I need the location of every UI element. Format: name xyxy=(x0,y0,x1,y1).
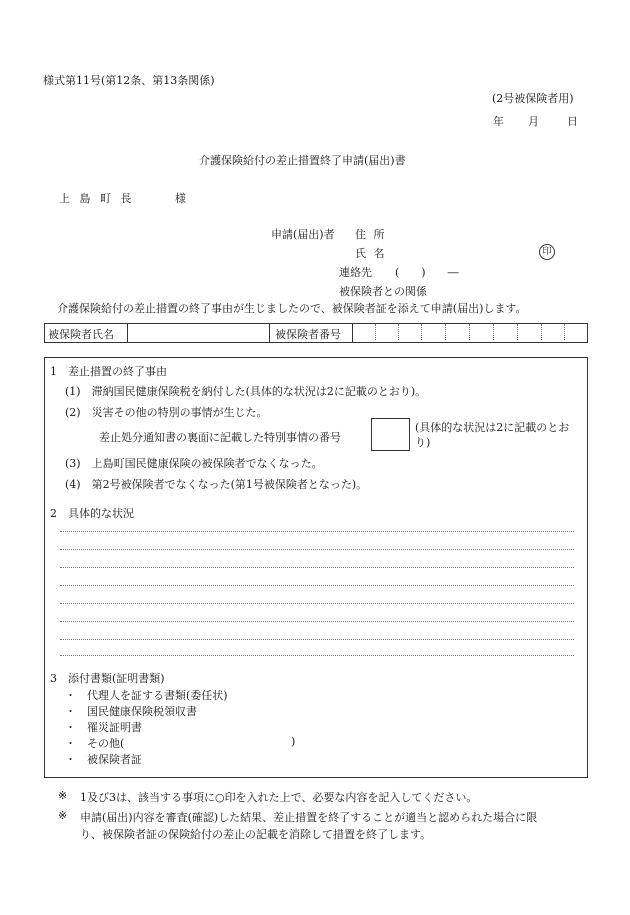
seal-mark: 印 xyxy=(539,244,555,260)
digit-separator xyxy=(445,324,446,340)
contact-label: 連絡先 xyxy=(339,266,372,279)
address-label: 住 所 xyxy=(355,228,387,241)
special-circumstance-label: 差止処分通知書の裏面に記載した特別事情の番号 xyxy=(99,431,341,444)
digit-separator xyxy=(421,324,422,340)
date-day-label: 日 xyxy=(567,115,578,128)
attachment-item-4[interactable]: その他( xyxy=(87,737,125,750)
addressee-name: 上 島 町 長 xyxy=(59,192,135,205)
special-circumstance-note-2: り) xyxy=(415,436,431,449)
attachment-item-1[interactable]: 代理人を証する書類(委任状) xyxy=(87,689,228,702)
special-circumstance-number-box[interactable] xyxy=(371,418,410,451)
attachment-item-3[interactable]: 罹災証明書 xyxy=(87,721,142,734)
note-mark: ※ xyxy=(58,789,68,802)
page-title: 介護保険給付の差止措置終了申請(届出)書 xyxy=(199,154,406,167)
bullet: ・ xyxy=(65,689,76,702)
relation-label: 被保険者との関係 xyxy=(339,285,427,298)
insured-number-label: 被保険者番号 xyxy=(275,328,341,341)
digit-separator xyxy=(398,324,399,340)
note-2-line-1: 申請(届出)内容を審査(確認)した結果、差止措置を終了することが適当と認められた場合に限 xyxy=(80,811,538,824)
writing-line[interactable] xyxy=(60,549,574,550)
date-year-label: 年 xyxy=(493,115,504,128)
insured-name-field[interactable] xyxy=(128,324,269,342)
note-mark: ※ xyxy=(58,809,68,822)
section3-heading: 3 添付書類(証明書類) xyxy=(50,672,165,685)
digit-separator xyxy=(493,324,494,340)
insured-number-field[interactable] xyxy=(353,324,587,342)
applicant-label: 申請(届出)者 xyxy=(271,228,335,241)
section1-heading: 1 差止措置の終了事由 xyxy=(50,365,167,378)
addressee-honorific: 様 xyxy=(175,192,186,205)
insured-name-label: 被保険者氏名 xyxy=(48,328,114,341)
special-circumstance-note-1: (具体的な状況は2に記載のとお xyxy=(415,421,570,434)
writing-line[interactable] xyxy=(60,531,574,532)
digit-separator xyxy=(375,324,376,340)
reason-item-2[interactable]: (2) 災害その他の特別の事情が生じた。 xyxy=(65,406,268,419)
writing-line[interactable] xyxy=(60,655,574,656)
section2-heading: 2 具体的な状況 xyxy=(50,507,134,520)
note-1: 1及び3は、該当する事項に○印を入れた上で、必要な内容を記入してください。 xyxy=(80,791,478,804)
writing-line[interactable] xyxy=(60,621,574,622)
writing-line[interactable] xyxy=(60,585,574,586)
attachment-item-5[interactable]: 被保険者証 xyxy=(87,753,142,766)
table-divider xyxy=(269,324,270,342)
statement-text: 介護保険給付の差止措置の終了事由が生じましたので、被保険者証を添えて申請(届出)します。 xyxy=(57,302,527,315)
digit-separator xyxy=(469,324,470,340)
attachment-item-2[interactable]: 国民健康保険税領収書 xyxy=(87,705,197,718)
date-month-label: 月 xyxy=(528,115,539,128)
reason-item-4[interactable]: (4) 第2号被保険者でなくなった(第1号被保険者となった)。 xyxy=(65,478,368,491)
writing-line[interactable] xyxy=(60,603,574,604)
writing-line[interactable] xyxy=(60,567,574,568)
reason-item-1[interactable]: (1) 滞納国民健康保険税を納付した(具体的な状況は2に記載のとおり)。 xyxy=(65,385,427,398)
bullet: ・ xyxy=(65,753,76,766)
name-label: 氏 名 xyxy=(355,247,387,260)
attachment-other-close: ) xyxy=(291,735,296,748)
digit-separator xyxy=(541,324,542,340)
reason-item-3[interactable]: (3) 上島町国民健康保険の被保険者でなくなった。 xyxy=(65,457,323,470)
bullet: ・ xyxy=(65,737,76,750)
contact-format: ( ) ― xyxy=(395,266,459,279)
bullet: ・ xyxy=(65,721,76,734)
note-2-line-2: り、被保険者証の保険給付の差止の記載を消除して措置を終了します。 xyxy=(80,828,432,841)
bullet: ・ xyxy=(65,705,76,718)
insured-type: (2号被保険者用) xyxy=(492,92,574,105)
digit-separator xyxy=(517,324,518,340)
writing-line[interactable] xyxy=(60,639,574,640)
digit-separator xyxy=(564,324,565,340)
form-number: 様式第11号(第12条、第13条関係) xyxy=(43,74,215,87)
